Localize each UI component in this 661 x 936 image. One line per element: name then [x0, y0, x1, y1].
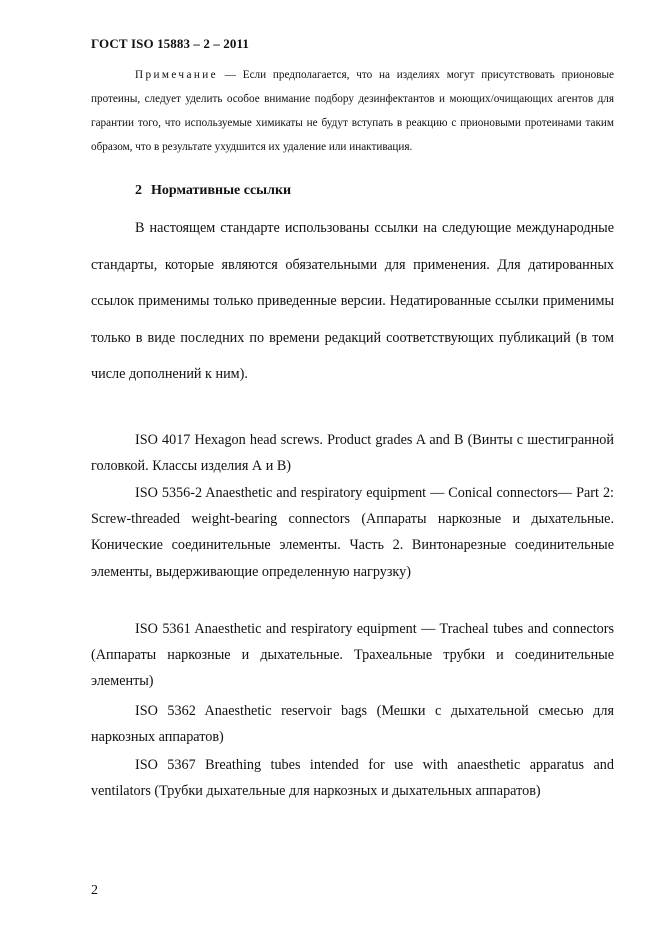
note-text: — Если предполагается, что на изделиях могут присутствовать прионовые протеины, следует уделить особое внимание подбору дезинфектантов и моющих/очищающих агентов для гарантии того, что используемые химикаты не будут вступать в реакцию с прионовыми протеинами таким образом, что в результате ухудшится их удаление или инактивация. — [91, 69, 614, 153]
note-label: Примечание — [135, 69, 218, 81]
section-title: Нормативные ссылки — [151, 183, 292, 198]
section-number: 2 — [135, 183, 142, 198]
page-number: 2 — [91, 883, 98, 898]
section-heading — [135, 183, 291, 199]
reference-item: ISO 4017 Hexagon head screws. Product grades A and B (Винты с шестигранной головкой. Классы изделия А и В) — [91, 432, 614, 475]
note-paragraph — [91, 63, 614, 159]
document-header: ГОСТ ISO 15883 – 2 – 2011 — [91, 36, 249, 51]
reference-item: ISO 5367 Breathing tubes intended for use with anaesthetic apparatus and ventilators (Трубки дыхательные для наркозных и дыхательных аппаратов) — [91, 757, 614, 800]
reference-item: ISO 5356-2 Anaesthetic and respiratory equipment — Conical connectors— Part 2: Screw-threaded weight-bearing connectors (Аппараты наркозные и дыхательные. Конические соединительные элементы. Часть 2. Винтонарезные соединительные элементы, выдерживающие определенную нагрузку) — [91, 485, 614, 580]
reference-item: ISO 5362 Anaesthetic reservoir bags (Мешки с дыхательной смесью для наркозных аппаратов) — [91, 703, 614, 746]
reference-item: ISO 5361 Anaesthetic and respiratory equipment — Tracheal tubes and connectors (Аппараты наркозные и дыхательные. Трахеальные трубки и соединительные элементы) — [91, 621, 614, 690]
intro-paragraph: В настоящем стандарте использованы ссылки на следующие международные стандарты, которые являются обязательными для применения. Для датированных ссылок применимы только приведенные версии. Недатированные ссылки применимы только в виде последних по времени редакций соответствующих публикаций (в том числе дополнений к ним). — [91, 220, 614, 382]
